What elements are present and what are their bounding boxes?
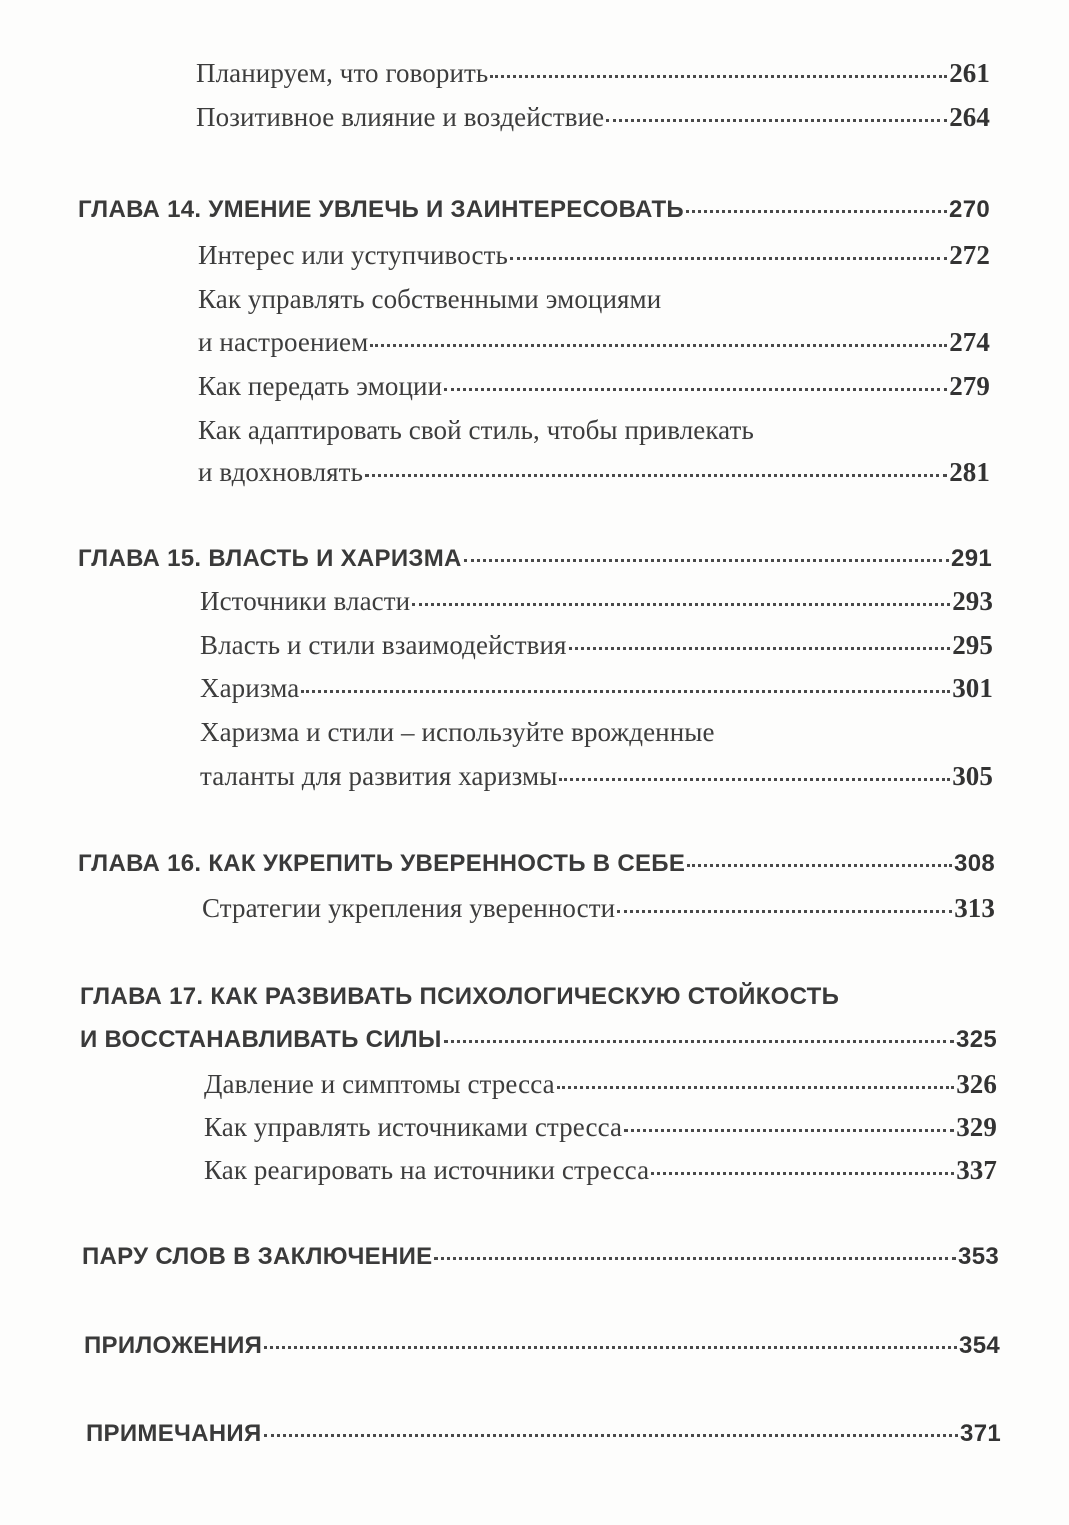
- dot-leader: [624, 1129, 954, 1132]
- dot-leader: [370, 344, 947, 347]
- toc-chapter-page: 270: [949, 196, 990, 223]
- toc-chapter-title: ГЛАВА 16. КАК УКРЕПИТЬ УВЕРЕННОСТЬ В СЕБЕ: [78, 850, 686, 877]
- toc-chapter-page: 325: [956, 1026, 997, 1053]
- toc-entry-page: 301: [952, 673, 993, 703]
- dot-leader: [606, 119, 947, 122]
- toc-entry-title-line2: и настроением: [198, 327, 369, 357]
- toc-entry-page: 293: [952, 586, 993, 616]
- toc-entry-page: 261: [949, 58, 990, 88]
- toc-entry-page: 295: [952, 630, 993, 660]
- toc-entry-title: Интерес или уступчивость: [198, 240, 508, 270]
- toc-entry-page: 272: [949, 240, 990, 270]
- toc-entry-title: Планируем, что говорить: [196, 58, 489, 88]
- toc-chapter-page: 308: [954, 850, 995, 877]
- toc-chapter-title: ГЛАВА 14. УМЕНИЕ УВЛЕЧЬ И ЗАИНТЕРЕСОВАТЬ: [78, 196, 684, 223]
- toc-entry-title: Позитивное влияние и воздействие: [196, 102, 605, 132]
- toc-chapter: [82, 1243, 999, 1271]
- toc-entry: [200, 630, 993, 661]
- toc-chapter: [86, 1420, 1001, 1448]
- toc-entry: [198, 371, 990, 402]
- toc-entry-page: 305: [952, 761, 993, 791]
- dot-leader: [301, 690, 950, 693]
- toc-chapter-title: ПРИЛОЖЕНИЯ: [84, 1332, 263, 1359]
- dot-leader: [510, 257, 947, 260]
- toc-entry-title-line1: Как адаптировать свой стиль, чтобы привлекать: [198, 415, 754, 445]
- toc-chapter-title-line2: И ВОССТАНАВЛИВАТЬ СИЛЫ: [80, 1026, 442, 1053]
- toc-entry-title: Как управлять источниками стресса: [204, 1112, 623, 1142]
- dot-leader: [569, 647, 951, 650]
- dot-leader: [687, 864, 952, 867]
- dot-leader: [444, 388, 947, 391]
- toc-entry: [200, 673, 993, 704]
- toc-entry-title-line2: и вдохновлять: [198, 457, 363, 487]
- toc-entry-page: 274: [949, 327, 990, 357]
- toc-entry: [204, 1155, 997, 1186]
- dot-leader: [444, 1040, 954, 1043]
- toc-chapter-page: 354: [959, 1332, 1000, 1359]
- toc-entry-page: 279: [949, 371, 990, 401]
- toc-entry: [204, 1069, 997, 1100]
- toc-entry: [198, 327, 990, 358]
- toc-entry: [202, 893, 995, 924]
- toc-entry: [196, 102, 990, 133]
- toc-entry-title: Давление и симптомы стресса: [204, 1069, 555, 1099]
- dot-leader: [617, 910, 952, 913]
- toc-entry-page: 329: [956, 1112, 997, 1142]
- toc-entry-title: Как реагировать на источники стресса: [204, 1155, 650, 1185]
- toc-entry: [200, 586, 993, 617]
- toc-entry-page: 281: [949, 457, 990, 487]
- toc-chapter-title-line1: ГЛАВА 17. КАК РАЗВИВАТЬ ПСИХОЛОГИЧЕСКУЮ СТОЙКОСТЬ: [80, 983, 840, 1010]
- toc-entry-title: Стратегии укрепления уверенности: [202, 893, 616, 923]
- dot-leader: [434, 1257, 956, 1260]
- toc-chapter-title: ГЛАВА 15. ВЛАСТЬ И ХАРИЗМА: [78, 545, 462, 572]
- toc-entry-page: 264: [949, 102, 990, 132]
- toc-chapter: [80, 1026, 997, 1054]
- toc-entry: [198, 457, 990, 488]
- dot-leader: [490, 75, 947, 78]
- toc-chapter-title: ПАРУ СЛОВ В ЗАКЛЮЧЕНИЕ: [82, 1243, 433, 1270]
- toc-entry-title: Власть и стили взаимодействия: [200, 630, 567, 660]
- toc-entry: [204, 1112, 997, 1143]
- dot-leader: [557, 1086, 954, 1089]
- toc-chapter: [78, 196, 990, 224]
- toc-chapter-page: 353: [958, 1243, 999, 1270]
- toc-entry-page: 326: [956, 1069, 997, 1099]
- toc-entry-page: 337: [956, 1155, 997, 1185]
- toc-chapter-page: 291: [951, 545, 992, 572]
- toc-entry-title: Харизма: [200, 673, 300, 703]
- toc-chapter: [84, 1332, 1000, 1360]
- toc-entry-title-line1: Харизма и стили – используйте врожденные: [200, 717, 715, 747]
- toc-chapter-title: ПРИМЕЧАНИЯ: [86, 1420, 262, 1447]
- dot-leader: [264, 1434, 959, 1437]
- toc-entry-page: 313: [954, 893, 995, 923]
- dot-leader: [412, 603, 950, 606]
- toc-entry: [200, 761, 993, 792]
- toc-entry-title: Источники власти: [200, 586, 411, 616]
- toc-entry: [196, 58, 990, 89]
- dot-leader: [464, 559, 949, 562]
- toc-chapter-page: 371: [960, 1420, 1001, 1447]
- dot-leader: [365, 474, 947, 477]
- toc-chapter: [78, 850, 995, 878]
- toc-chapter: [78, 545, 992, 573]
- dot-leader: [559, 778, 950, 781]
- dot-leader: [264, 1346, 957, 1349]
- toc-entry: [198, 240, 990, 271]
- toc-entry-title-line1: Как управлять собственными эмоциями: [198, 284, 662, 314]
- dot-leader: [651, 1172, 954, 1175]
- dot-leader: [686, 210, 947, 213]
- toc-entry-title: Как передать эмоции: [198, 371, 443, 401]
- toc-entry-title-line2: таланты для развития харизмы: [200, 761, 558, 791]
